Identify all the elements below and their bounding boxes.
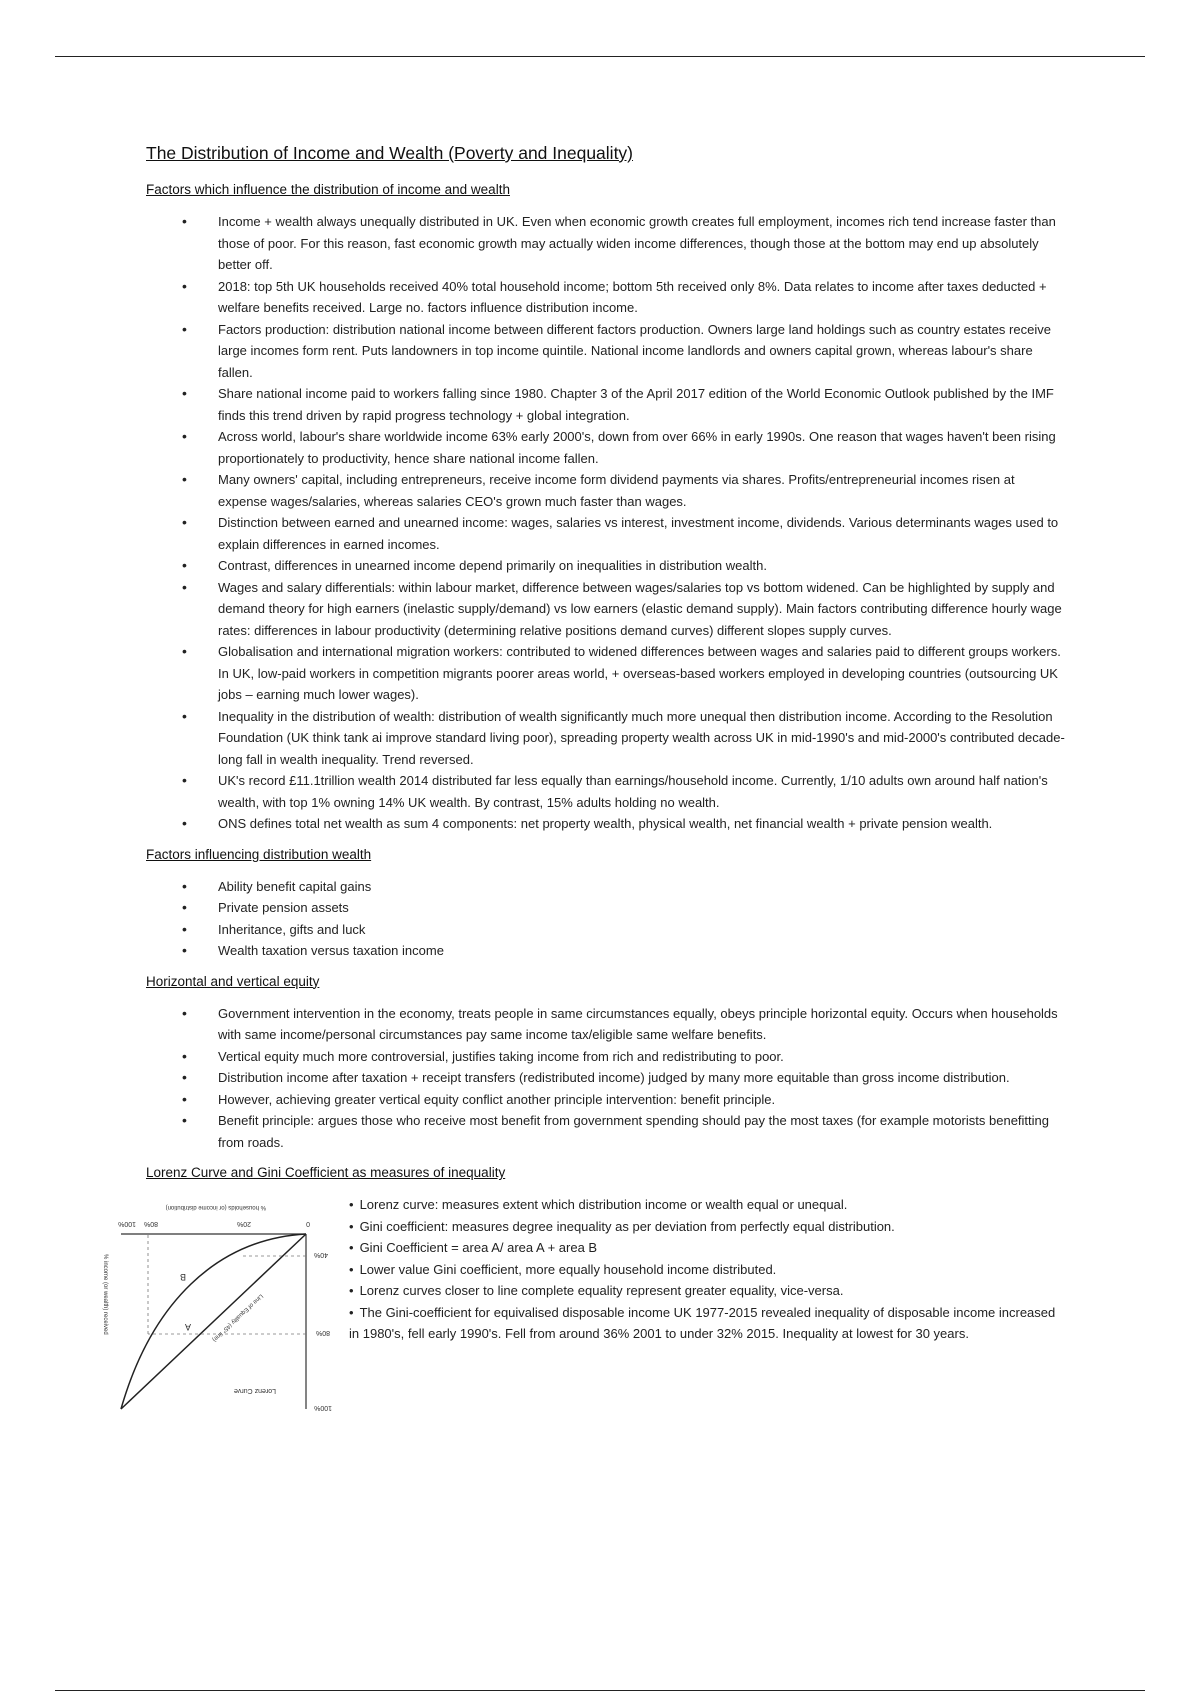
line-of-equality [121, 1234, 306, 1409]
list-item: • Across world, labour's share worldwide income 63% early 2000's, down from over 66% in early 1990s. One reason that wages haven't been rising proportionately to productivity, hence share national income fallen. [146, 426, 1066, 469]
list-item [349, 1280, 1059, 1302]
list-item-text: Lower value Gini coefficient, more equally household income distributed. [359, 1261, 777, 1277]
top-rule [55, 56, 1145, 57]
list-item [349, 1237, 1059, 1259]
section-income-wealth-factors [146, 182, 1066, 835]
section-wealth-distribution-factors [146, 847, 1066, 962]
list-item: • Many owners' capital, including entrepreneurs, receive income form dividend payments via shares. Profits/entrepreneurial incomes risen at expense wages/salaries, whereas salaries CEO's grown much faster than wages. [146, 469, 1066, 512]
list-item-text: Lorenz curves closer to line complete equality represent greater equality, vice-versa. [359, 1283, 844, 1298]
page-title: The Distribution of Income and Wealth (Poverty and Inequality) [146, 143, 634, 163]
bullet-glyph: • [349, 1261, 354, 1277]
y-axis-label: % income (or wealth) received [102, 1254, 108, 1335]
list-item-text: Lorenz curve: measures extent which distribution income or wealth equal or unequal. [359, 1197, 848, 1212]
list-item: • Wealth taxation versus taxation income [146, 940, 1066, 962]
lorenz-curve-label: Lorenz Curve [233, 1387, 276, 1394]
list-item: • Income + wealth always unequally distributed in UK. Even when economic growth creates full employment, incomes rich tend increase faster than those of poor. For this reason, fast economic growth may actually widen income differences, though those at the bottom may end up absolutely better off. [146, 211, 1066, 276]
list-item: • Government intervention in the economy, treats people in same circumstances equally, obeys principle horizontal equity. Occurs when households with same income/personal circumstances pay same income tax/eligible same welfare benefits. [146, 1003, 1066, 1046]
bullet-list [146, 211, 1066, 835]
equality-line-label: Line of Equality (45° line) [210, 1292, 264, 1343]
list-item [349, 1302, 1059, 1345]
bullet-glyph: • [349, 1283, 354, 1298]
bullet-glyph: • [349, 1197, 354, 1212]
list-item-text: The Gini-coefficient for equivalised disposable income UK 1977-2015 revealed inequality of disposable income increased in 1980's, fell early 1990's. Fell from around 36% 2001 to under 32% 2015. Inequality at lowest for 30 years. [349, 1304, 1056, 1341]
x-tick-label: 80% [143, 1220, 158, 1227]
list-item: • Inequality in the distribution of wealth: distribution of wealth significantly much more unequal then distribution income. According to the Resolution Foundation (UK think tank ai improve standard living poor), spreading property wealth across UK in mid-1990's and mid-2000's contributed decade-long fall in wealth inequality. Trend reversed. [146, 706, 1066, 771]
bullet-glyph: • [349, 1218, 354, 1234]
section-lorenz-gini [102, 1165, 1066, 1434]
list-item: • Benefit principle: argues those who receive most benefit from government spending should pay the most taxes (for example motorists benefitting from roads. [146, 1110, 1066, 1153]
list-item: • Globalisation and international migration workers: contributed to widened differences between wages and salaries paid to different groups workers. In UK, low-paid workers in competition migrants poorer areas world, + overseas-based workers employed in developing countries (outsourcing UK jobs – earning much lower wages). [146, 641, 1066, 706]
list-item: • Private pension assets [146, 897, 1066, 919]
section-heading: Horizontal and vertical equity [146, 973, 320, 989]
bottom-rule [55, 1690, 1145, 1691]
list-item: • Factors production: distribution national income between different factors production. Owners large land holdings such as country estates receive large incomes form rent. Puts landowners in top income quintile. National income landlords and owners capital grown, whereas labour's share fallen. [146, 319, 1066, 384]
lorenz-bullet-list [349, 1194, 1059, 1345]
list-item: • 2018: top 5th UK households received 40% total household income; bottom 5th received only 8%. Data relates to income after taxes deducted + welfare benefits received. Large no. factors influence distribution income. [146, 276, 1066, 319]
bullet-list [146, 876, 1066, 962]
bullet-list [146, 1003, 1066, 1154]
area-b-label: B [179, 1272, 186, 1282]
list-item: • Wages and salary differentials: within labour market, difference between wages/salaries top vs bottom widened. Can be highlighted by supply and demand theory for high earners (inelastic supply/demand) vs low earners (elastic demand supply). Main factors contributing difference hourly wage rates: differences in labour productivity (determining relative positions demand curves) different slopes supply curves. [146, 577, 1066, 642]
bullet-glyph: • [349, 1304, 354, 1320]
list-item: • UK's record £11.1trillion wealth 2014 distributed far less equally than earnings/household income. Currently, 1/10 adults own around half nation's wealth, with top 1% owning 14% UK wealth. By contrast, 15% adults holding no wealth. [146, 770, 1066, 813]
list-item [349, 1194, 1059, 1216]
list-item: • Vertical equity much more controversial, justifies taking income from rich and redistributing to poor. [146, 1046, 1066, 1068]
list-item-text: Gini coefficient: measures degree inequality as per deviation from perfectly equal distribution. [359, 1218, 895, 1234]
list-item: • Share national income paid to workers falling since 1980. Chapter 3 of the April 2017 edition of the World Economic Outlook published by the IMF finds this trend driven by rapid progress technology + global integration. [146, 383, 1066, 426]
lorenz-curve-figure [96, 1194, 336, 1434]
y-tick-label: 80% [315, 1329, 330, 1336]
document [102, 143, 1066, 1434]
y-tick-label: 100% [314, 1404, 332, 1411]
x-axis-label: % households (or income distribution) [165, 1204, 266, 1210]
list-item: • Contrast, differences in unearned income depend primarily on inequalities in distribution wealth. [146, 555, 1066, 577]
list-item: • ONS defines total net wealth as sum 4 components: net property wealth, physical wealth, net financial wealth + private pension wealth. [146, 813, 1066, 835]
list-item: • Inheritance, gifts and luck [146, 919, 1066, 941]
section-heading: Lorenz Curve and Gini Coefficient as measures of inequality [146, 1165, 506, 1180]
list-item: • Ability benefit capital gains [146, 876, 1066, 898]
lorenz-block [102, 1194, 1066, 1434]
list-item: • Distribution income after taxation + receipt transfers (redistributed income) judged by many more equitable than gross income distribution. [146, 1067, 1066, 1089]
x-tick-label: 20% [236, 1220, 251, 1227]
area-a-label: A [184, 1322, 191, 1332]
list-item-text: Gini Coefficient = area A/ area A + area B [359, 1240, 598, 1255]
list-item: • Distinction between earned and unearned income: wages, salaries vs interest, investment income, dividends. Various determinants wages used to explain differences in earned incomes. [146, 512, 1066, 555]
list-item: • However, achieving greater vertical equity conflict another principle intervention: benefit principle. [146, 1089, 1066, 1111]
list-item [349, 1216, 1059, 1238]
bullet-glyph: • [349, 1240, 354, 1255]
section-heading: Factors influencing distribution wealth [146, 846, 372, 862]
x-tick-label: 0 [306, 1220, 310, 1227]
section-heading: Factors which influence the distribution of income and wealth [146, 182, 510, 197]
section-horizontal-vertical-equity [146, 974, 1066, 1154]
list-item [349, 1259, 1059, 1281]
y-tick-label: 40% [313, 1251, 328, 1258]
x-tick-label: 100% [118, 1220, 136, 1227]
